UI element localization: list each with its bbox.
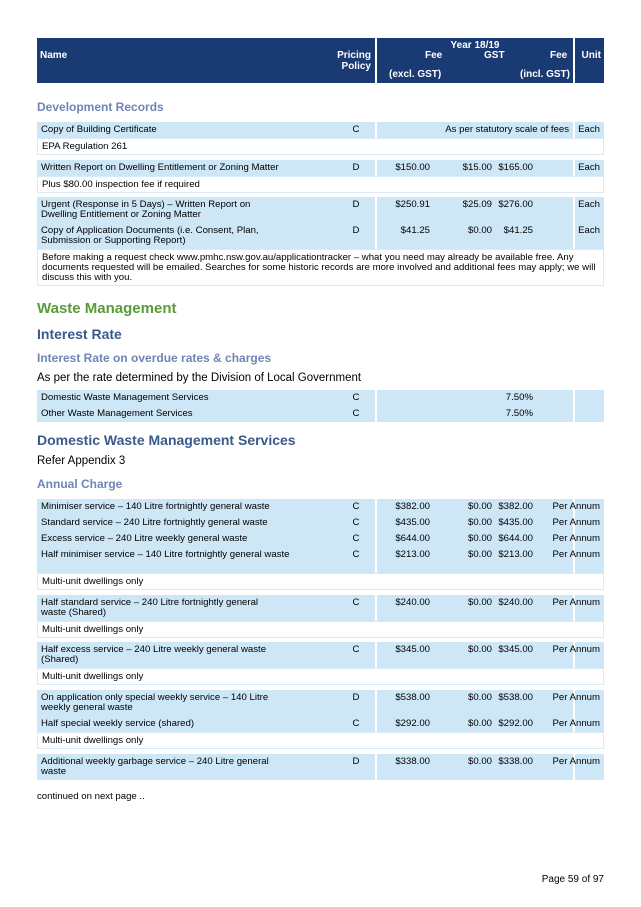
row-fee: $345.00: [395, 644, 430, 655]
row-unit: Per Annum: [552, 549, 600, 560]
row-fee: $292.00: [395, 718, 430, 729]
row-unit: Each: [578, 124, 600, 135]
row-policy: D: [352, 162, 360, 173]
row-policy: C: [352, 124, 360, 135]
table-row: [37, 754, 604, 780]
heading-interest-overdue: Interest Rate on overdue rates & charges: [37, 351, 272, 365]
row-gst: $0.00: [467, 517, 492, 528]
row-name: Copy of Building Certificate: [41, 124, 157, 135]
header-fee: Fee: [425, 50, 443, 61]
row-policy: D: [352, 756, 360, 767]
row-unit: Per Annum: [552, 533, 600, 544]
row-fee-incl: $165.00: [498, 162, 533, 173]
page-number: Page 59 of 97: [541, 874, 604, 885]
row-rate: 7.50%: [505, 408, 533, 419]
row-gst: $0.00: [467, 692, 492, 703]
header-gst: GST: [484, 50, 505, 61]
row-policy: C: [352, 644, 360, 655]
header-name: Name: [37, 38, 337, 83]
section-heading-development-records: Development Records: [37, 100, 164, 114]
heading-interest-rate: Interest Rate: [37, 326, 122, 342]
row-fee-incl: $276.00: [498, 199, 533, 210]
row-fee: $240.00: [395, 597, 430, 608]
heading-annual-charge: Annual Charge: [37, 477, 123, 491]
row-fee-incl: $538.00: [498, 692, 533, 703]
row-fee: $338.00: [395, 756, 430, 767]
row-policy: C: [352, 549, 360, 560]
row-name: Written Report on Dwelling Entitlement or Zoning Matter: [41, 162, 279, 173]
row-fee: $435.00: [395, 517, 430, 528]
row-name: Urgent (Response in 5 Days) – Written Report on Dwelling Entitlement or Zoning Matter: [41, 199, 251, 220]
row-note: Multi-unit dwellings only: [37, 621, 604, 638]
row-rate: 7.50%: [505, 392, 533, 403]
row-fee-incl: $644.00: [498, 533, 533, 544]
row-name: Domestic Waste Management Services: [41, 392, 209, 403]
row-name: Half minimiser service – 140 Litre fortnightly general waste: [41, 549, 290, 560]
table-row: [37, 160, 604, 176]
row-policy: C: [352, 597, 360, 608]
row-policy: D: [352, 225, 360, 236]
row-fee-incl: $338.00: [498, 756, 533, 767]
row-note: EPA Regulation 261: [37, 138, 604, 155]
table-row: [37, 595, 604, 621]
row-fee: $150.00: [395, 162, 430, 173]
row-unit: Per Annum: [552, 692, 600, 703]
header-fee-incl: Fee: [550, 50, 568, 61]
row-name: Half standard service – 240 Litre fortnightly general waste (Shared): [41, 597, 259, 618]
row-fee-incl: $435.00: [498, 517, 533, 528]
header-unit: Unit: [575, 38, 604, 83]
row-fee: $644.00: [395, 533, 430, 544]
row-unit: Per Annum: [552, 517, 600, 528]
section-heading-waste-management: Waste Management: [37, 300, 177, 317]
row-name: Half excess service – 240 Litre weekly general waste (Shared): [41, 644, 267, 665]
row-unit: Per Annum: [552, 501, 600, 512]
header-excl: (excl. GST): [389, 69, 442, 80]
row-fee: $538.00: [395, 692, 430, 703]
row-unit: Each: [578, 225, 600, 236]
table-row: [37, 390, 604, 406]
row-name: Additional weekly garbage service – 240 Litre general waste: [41, 756, 269, 777]
header-year-label: Year 18/19: [450, 40, 500, 51]
row-gst: $0.00: [467, 533, 492, 544]
row-note: Multi-unit dwellings only: [37, 732, 604, 749]
row-policy: C: [352, 408, 360, 419]
row-gst: $0.00: [467, 718, 492, 729]
row-gst: $0.00: [467, 225, 492, 236]
row-name: Excess service – 240 Litre weekly general waste: [41, 533, 248, 544]
row-gst: $25.09: [462, 199, 492, 210]
row-fee: $41.25: [400, 225, 430, 236]
row-policy: C: [352, 533, 360, 544]
table-row: [37, 642, 604, 668]
row-note: Before making a request check www.pmhc.nsw.gov.au/applicationtracker – what you need may already be available free. Any documents requested will be emailed. Searches for some historic records are more involved and additional fees may apply; we will discuss this with you.: [37, 249, 604, 286]
row-gst: $0.00: [467, 549, 492, 560]
row-unit: Per Annum: [552, 718, 600, 729]
table-row: [37, 531, 604, 547]
table-row: [37, 197, 604, 223]
row-gst: $0.00: [467, 644, 492, 655]
table-row: [37, 515, 604, 531]
row-name: Other Waste Management Services: [41, 408, 193, 419]
table-row: [37, 223, 604, 249]
row-fee-text: As per statutory scale of fees: [445, 124, 569, 135]
row-gst: $15.00: [462, 162, 492, 173]
interest-text: As per the rate determined by the Division of Local Government: [37, 372, 362, 384]
row-name: Standard service – 240 Litre fortnightly general waste: [41, 517, 268, 528]
row-unit: Each: [578, 162, 600, 173]
row-policy: C: [352, 392, 360, 403]
header-incl: (incl. GST): [520, 69, 570, 80]
row-policy: C: [352, 718, 360, 729]
row-gst: $0.00: [467, 501, 492, 512]
header-pricing-policy: Pricing Policy: [337, 38, 375, 83]
table-row: [37, 122, 604, 138]
row-unit: Per Annum: [552, 644, 600, 655]
row-policy: D: [352, 692, 360, 703]
row-gst: $0.00: [467, 756, 492, 767]
row-fee: $213.00: [395, 549, 430, 560]
row-policy: D: [352, 199, 360, 210]
row-unit: Per Annum: [552, 756, 600, 767]
table-row: [37, 690, 604, 716]
heading-domestic-waste: Domestic Waste Management Services: [37, 432, 296, 448]
row-fee-incl: $240.00: [498, 597, 533, 608]
table-row: [37, 406, 604, 422]
row-fee-incl: $292.00: [498, 718, 533, 729]
continued-note: continued on next page ..: [37, 791, 145, 802]
row-name: Copy of Application Documents (i.e. Consent, Plan, Submission or Supporting Report): [41, 225, 259, 246]
row-fee-incl: $213.00: [498, 549, 533, 560]
table-row: [37, 716, 604, 732]
row-fee-incl: $41.25: [503, 225, 533, 236]
row-name: Minimiser service – 140 Litre fortnightly general waste: [41, 501, 270, 512]
table-row: [37, 499, 604, 515]
row-fee-incl: $382.00: [498, 501, 533, 512]
table-row: [37, 547, 604, 573]
dwms-text: Refer Appendix 3: [37, 455, 126, 467]
row-fee-incl: $345.00: [498, 644, 533, 655]
row-note: Plus $80.00 inspection fee if required: [37, 176, 604, 193]
row-note: Multi-unit dwellings only: [37, 668, 604, 685]
row-unit: Per Annum: [552, 597, 600, 608]
header-year: [377, 38, 573, 83]
row-fee: $250.91: [395, 199, 430, 210]
row-policy: C: [352, 517, 360, 528]
row-fee: $382.00: [395, 501, 430, 512]
table-header: [37, 38, 604, 83]
row-unit: Each: [578, 199, 600, 210]
row-note: Multi-unit dwellings only: [37, 573, 604, 590]
row-policy: C: [352, 501, 360, 512]
row-name: On application only special weekly service – 140 Litre weekly general waste: [41, 692, 269, 713]
row-gst: $0.00: [467, 597, 492, 608]
row-name: Half special weekly service (shared): [41, 718, 195, 729]
